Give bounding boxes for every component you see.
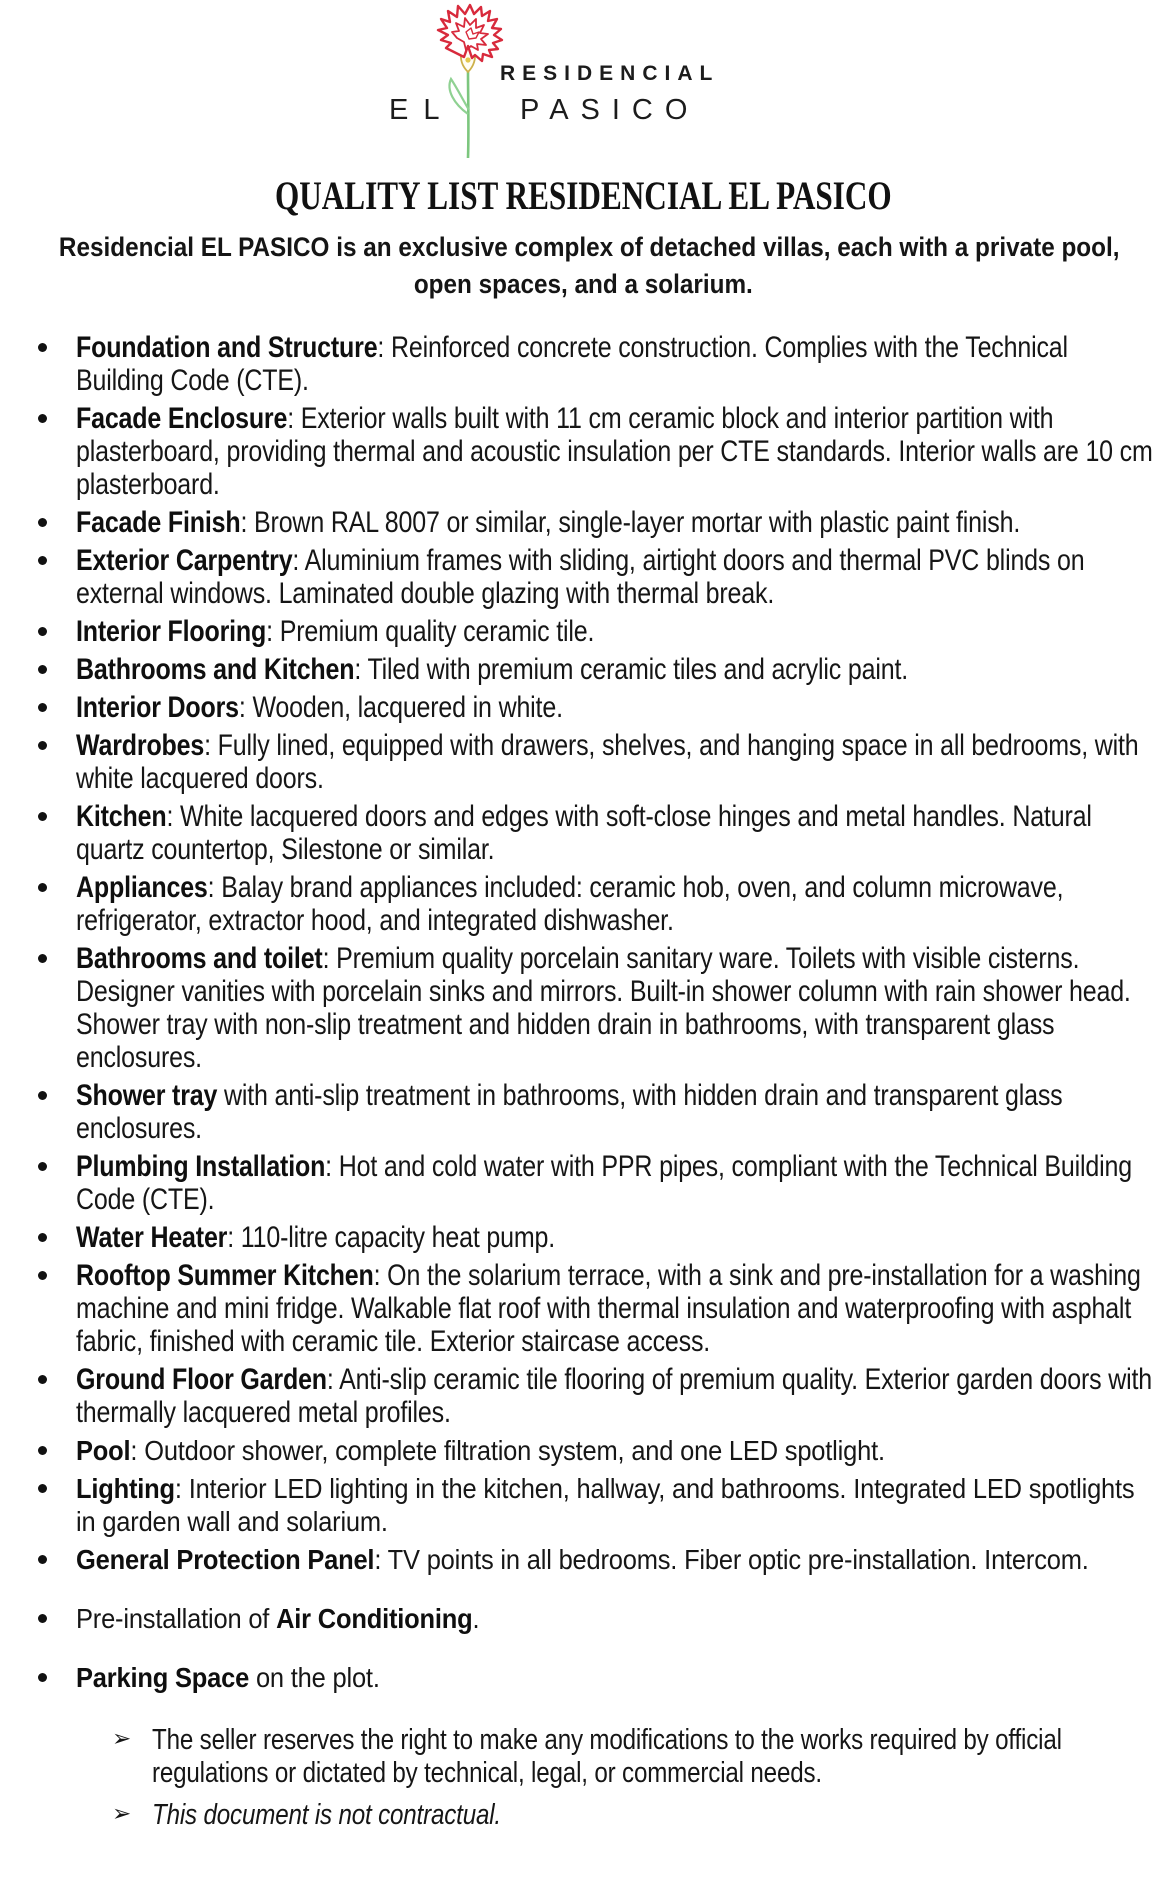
list-item-text [76, 1434, 1158, 1467]
bullet-icon [38, 954, 47, 963]
item-term: General Protection Panel [76, 1544, 375, 1575]
list-item-text [76, 331, 1158, 397]
list-item-text [76, 871, 1158, 937]
bullet-icon [38, 1555, 47, 1564]
list-item [76, 1543, 1158, 1576]
item-term: Foundation and Structure [76, 331, 378, 364]
item-term: Shower tray [76, 1079, 218, 1112]
list-item-text [76, 615, 1158, 648]
bullet-icon [38, 1091, 47, 1100]
footnote-item [112, 1799, 1156, 1832]
item-desc: : Hot and cold water with PPR pipes, compliant with the Technical Building Code (CTE). [76, 1150, 1132, 1216]
page-title-text: QUALITY LIST RESIDENCIAL EL PASICO [274, 173, 892, 218]
item-desc: : Brown RAL 8007 or similar, single-layer mortar with plastic paint finish. [240, 506, 1021, 539]
list-item [76, 800, 1158, 866]
bullet-icon [38, 518, 47, 527]
item-desc: : Aluminium frames with sliding, airtight doors and thermal PVC blinds on external windows. Laminated double glazing with thermal break. [76, 544, 1085, 610]
arrow-bullet-icon: ➢ [112, 1800, 132, 1826]
bullet-icon [38, 1614, 47, 1623]
bullet-icon [38, 1375, 47, 1384]
list-item [76, 1259, 1158, 1358]
item-term: Kitchen [76, 800, 167, 833]
item-desc: with anti-slip treatment in bathrooms, with hidden drain and transparent glass enclosures. [76, 1079, 1063, 1145]
list-item-text [76, 942, 1158, 1074]
bullet-icon [38, 741, 47, 750]
item-desc: : White lacquered doors and edges with soft-close hinges and metal handles. Natural quartz countertop, Silestone or similar. [76, 800, 1092, 866]
item-desc: : Balay brand appliances included: ceramic hob, oven, and column microwave, refrigerator, extractor hood, and integrated dishwasher. [76, 871, 1064, 937]
bullet-icon [38, 1233, 47, 1242]
item-desc: : TV points in all bedrooms. Fiber optic pre-installation. Intercom. [374, 1544, 1089, 1575]
list-item-text [76, 1661, 1158, 1694]
item-term: Rooftop Summer Kitchen [76, 1259, 374, 1292]
list-item [76, 1472, 1158, 1538]
item-desc: . [472, 1603, 480, 1634]
bullet-icon [38, 703, 47, 712]
bullet-icon [38, 343, 47, 352]
bullet-icon [38, 1162, 47, 1171]
list-item-text [76, 402, 1158, 501]
footnote-text: This document is not contractual. [152, 1799, 501, 1831]
list-item-text [76, 1602, 1158, 1635]
intro-line: open spaces, and a solarium. [413, 269, 753, 299]
item-desc: : Wooden, lacquered in white. [238, 691, 563, 724]
bullet-icon [38, 665, 47, 674]
footnotes [0, 1724, 1166, 1832]
brand-pasico: PASICO [520, 94, 700, 126]
item-desc: : Anti-slip ceramic tile flooring of premium quality. Exterior garden doors with thermally lacquered metal profiles. [76, 1363, 1153, 1429]
arrow-bullet-icon: ➢ [112, 1725, 132, 1751]
bullet-icon [38, 414, 47, 423]
quality-list [0, 331, 1166, 1694]
list-item-text [76, 544, 1158, 610]
list-item [76, 402, 1158, 501]
list-item-text [76, 729, 1158, 795]
list-item-text [76, 1363, 1158, 1429]
list-item-text [76, 1259, 1158, 1358]
bullet-icon [38, 1271, 47, 1280]
list-item [76, 1602, 1158, 1635]
item-term: Lighting [76, 1473, 175, 1504]
intro-line: Residencial EL PASICO is an exclusive complex of detached villas, each with a private pool, [58, 232, 1120, 262]
item-term: Parking Space [76, 1662, 250, 1693]
item-term: Exterior Carpentry [76, 544, 293, 577]
item-term: Ground Floor Garden [76, 1363, 327, 1396]
list-item [76, 544, 1158, 610]
logo [0, 0, 1166, 152]
item-term: Plumbing Installation [76, 1150, 326, 1183]
list-item-text [76, 653, 1158, 686]
list-item-text [76, 1150, 1158, 1216]
list-item [76, 691, 1158, 724]
item-term: Water Heater [76, 1221, 228, 1254]
page-title [0, 172, 1166, 219]
item-desc: : Premium quality ceramic tile. [266, 615, 595, 648]
list-item [76, 1661, 1158, 1694]
list-item [76, 506, 1158, 539]
bullet-icon [38, 812, 47, 821]
item-desc: : Reinforced concrete construction. Complies with the Technical Building Code (CTE). [76, 331, 1068, 397]
list-item-text [76, 691, 1158, 724]
item-desc: : Tiled with premium ceramic tiles and acrylic paint. [354, 653, 909, 686]
bullet-icon [38, 1484, 47, 1493]
bullet-icon [38, 883, 47, 892]
list-item [76, 653, 1158, 686]
item-term: Pool [76, 1435, 131, 1466]
intro-paragraph [0, 229, 1166, 303]
item-desc: : Interior LED lighting in the kitchen, hallway, and bathrooms. Integrated LED spotlights in garden wall and solarium. [76, 1473, 1135, 1537]
list-item [76, 942, 1158, 1074]
bullet-icon [38, 556, 47, 565]
item-term: Wardrobes [76, 729, 205, 762]
brand-el: EL [389, 94, 455, 126]
item-desc: on the plot. [249, 1662, 380, 1693]
list-item-text [76, 1543, 1158, 1576]
list-item [76, 729, 1158, 795]
item-term: Interior Flooring [76, 615, 267, 648]
bullet-icon [38, 1673, 47, 1682]
item-desc: : Premium quality porcelain sanitary ware. Toilets with visible cisterns. Designer vanities with porcelain sinks and mirrors. Built-in shower column with rain shower head. Shower tray with non-slip treatment and hidden drain in bathrooms, with transparent glass enclosures. [76, 942, 1131, 1074]
list-item [76, 615, 1158, 648]
list-item [76, 1150, 1158, 1216]
item-desc: : Exterior walls built with 11 cm ceramic block and interior partition with plasterboard, providing thermal and acoustic insulation per CTE standards. Interior walls are 10 cm plasterboard. [76, 402, 1153, 501]
item-term: Bathrooms and toilet [76, 942, 323, 975]
footnote-item [112, 1724, 1156, 1790]
list-item-text [76, 506, 1158, 539]
item-desc: : Fully lined, equipped with drawers, shelves, and hanging space in all bedrooms, with white lacquered doors. [76, 729, 1139, 795]
item-desc: : On the solarium terrace, with a sink and pre-installation for a washing machine and mini fridge. Walkable flat roof with thermal insulation and waterproofing with asphalt fabric, finished with ceramic tile. Exterior staircase access. [76, 1259, 1141, 1358]
list-item-text [76, 1472, 1158, 1538]
bullet-icon [38, 1446, 47, 1455]
footnote-text: The seller reserves the right to make any modifications to the works required by official regulations or dictated by technical, legal, or commercial needs. [152, 1724, 1062, 1789]
list-item [76, 331, 1158, 397]
list-item-text [76, 1221, 1158, 1254]
list-item [76, 1079, 1158, 1145]
item-desc: : Outdoor shower, complete filtration system, and one LED spotlight. [130, 1435, 885, 1466]
item-term: Facade Finish [76, 506, 241, 539]
item-term: Bathrooms and Kitchen [76, 653, 355, 686]
list-item [76, 1363, 1158, 1429]
bullet-icon [38, 627, 47, 636]
list-item [76, 1434, 1158, 1467]
brand-residencial: RESIDENCIAL [500, 62, 720, 85]
list-item-text [76, 800, 1158, 866]
item-term: Appliances [76, 871, 208, 904]
item-desc: : 110-litre capacity heat pump. [227, 1221, 556, 1254]
item-term: Air Conditioning [276, 1603, 473, 1634]
item-pre: Pre-installation of [76, 1603, 277, 1634]
list-item-text [76, 1079, 1158, 1145]
list-item [76, 871, 1158, 937]
item-term: Interior Doors [76, 691, 239, 724]
item-term: Facade Enclosure [76, 402, 288, 435]
list-item [76, 1221, 1158, 1254]
